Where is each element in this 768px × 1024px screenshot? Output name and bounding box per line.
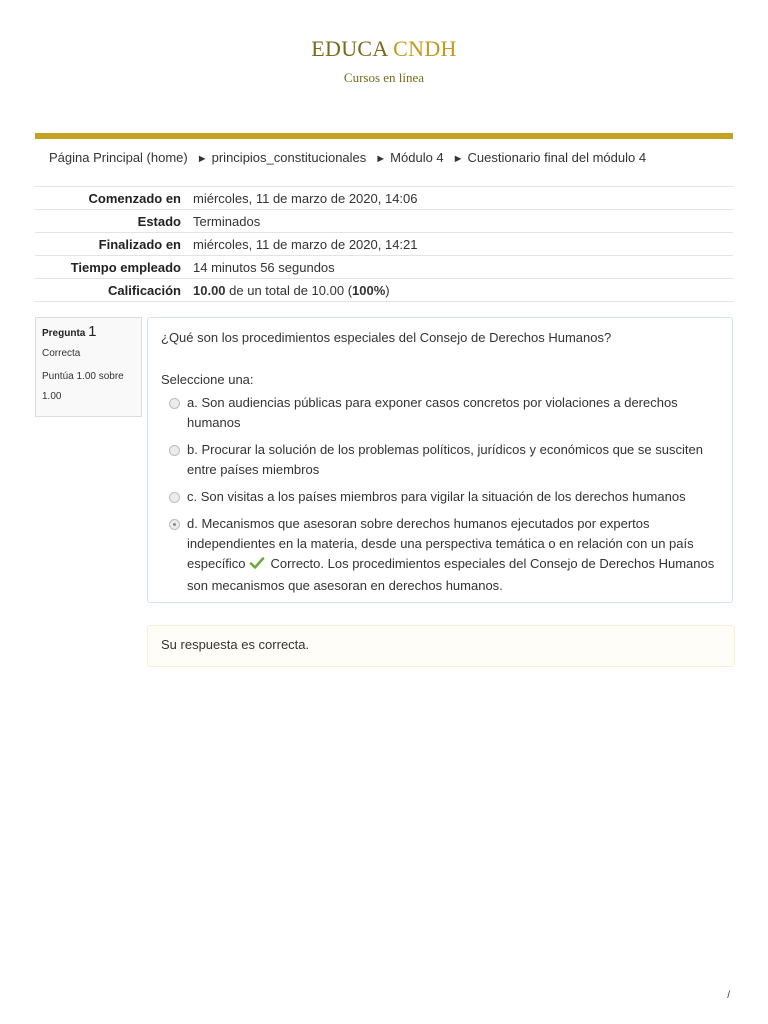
site-title[interactable]: [0, 36, 768, 62]
answer-option-label: c. Son visitas a los países miembros para vigilar la situación de los derechos humanos: [187, 489, 686, 504]
attempt-summary-table: [35, 186, 733, 302]
question-feedback-box: [147, 625, 735, 667]
question-text: ¿Qué son los procedimientos especiales del Consejo de Derechos Humanos?: [161, 330, 612, 345]
summary-label: Finalizado en: [35, 233, 193, 256]
summary-label: Estado: [35, 210, 193, 233]
option-feedback: Correcto. Los procedimientos especiales del Consejo de Derechos Humanos son mecanismos que asesoran en derechos humanos.: [187, 556, 715, 593]
grade-value: 10.00: [193, 282, 226, 298]
summary-row-started: [35, 187, 733, 210]
answer-options: [161, 393, 719, 596]
summary-label: Tiempo empleado: [35, 256, 193, 279]
question-grade: Puntúa 1.00 sobre 1.00: [42, 371, 124, 402]
grade-percent: 100%: [352, 282, 386, 298]
radio-button[interactable]: [169, 398, 180, 409]
site-subtitle: Cursos en línea: [343, 70, 425, 85]
summary-row-time-taken: [35, 256, 733, 279]
page-marker: /: [727, 990, 730, 1001]
answer-option-label: a. Son audiencias públicas para exponer casos concretos por violaciones a derechos humanos: [187, 395, 678, 430]
answer-option-label: b. Procurar la solución de los problemas políticos, jurídicos y económicos que se susciten entre países miembros: [187, 442, 703, 477]
breadcrumb-separator: ►: [196, 153, 208, 165]
answer-option-a[interactable]: [161, 393, 719, 433]
breadcrumb-separator: ►: [452, 153, 464, 165]
header-divider-bar: [35, 133, 733, 139]
breadcrumb: [49, 150, 646, 165]
answer-prompt: Seleccione una:: [161, 372, 254, 387]
breadcrumb-separator: ►: [375, 153, 387, 165]
summary-row-grade: [35, 279, 733, 302]
breadcrumb-item-quiz[interactable]: Cuestionario final del módulo 4: [467, 150, 647, 165]
radio-button[interactable]: [169, 492, 180, 503]
breadcrumb-item-course[interactable]: principios_constitucionales: [211, 150, 367, 165]
grade-close-paren: ): [385, 282, 390, 298]
question-number: [42, 323, 135, 340]
summary-label: Calificación: [35, 279, 193, 302]
answer-option-d[interactable]: [161, 514, 719, 596]
site-title-part2: CNDH: [393, 36, 457, 61]
summary-value: miércoles, 11 de marzo de 2020, 14:06: [193, 187, 733, 210]
radio-button-selected[interactable]: [169, 519, 180, 530]
question-number-value: 1: [88, 323, 97, 340]
summary-value: Terminados: [193, 210, 733, 233]
question-info-box: [35, 317, 142, 417]
summary-row-finished: [35, 233, 733, 256]
radio-button[interactable]: [169, 445, 180, 456]
summary-value: 14 minutos 56 segundos: [193, 256, 733, 279]
answer-option-b[interactable]: [161, 440, 719, 480]
answer-option-label: d. Mecanismos que asesoran sobre derechos humanos ejecutados por expertos independientes en la materia, desde una perspectiva temática o en relación con un país específico: [187, 516, 694, 571]
summary-label: Comenzado en: [35, 187, 193, 210]
answer-option-c[interactable]: [161, 487, 719, 507]
summary-value: [193, 279, 733, 302]
summary-row-state: [35, 210, 733, 233]
check-icon: [249, 556, 265, 576]
question-number-label: Pregunta: [42, 328, 86, 339]
breadcrumb-item-home[interactable]: Página Principal (home): [49, 150, 188, 165]
site-header: [0, 0, 768, 86]
question-formulation: [147, 317, 733, 603]
feedback-text: Su respuesta es correcta.: [161, 637, 310, 652]
site-title-part1: EDUCA: [311, 36, 388, 61]
summary-value: miércoles, 11 de marzo de 2020, 14:21: [193, 233, 733, 256]
question-state: Correcta: [42, 348, 81, 359]
grade-total-text: de un total de 10.00 (: [225, 282, 353, 298]
breadcrumb-item-module[interactable]: Módulo 4: [390, 150, 444, 165]
